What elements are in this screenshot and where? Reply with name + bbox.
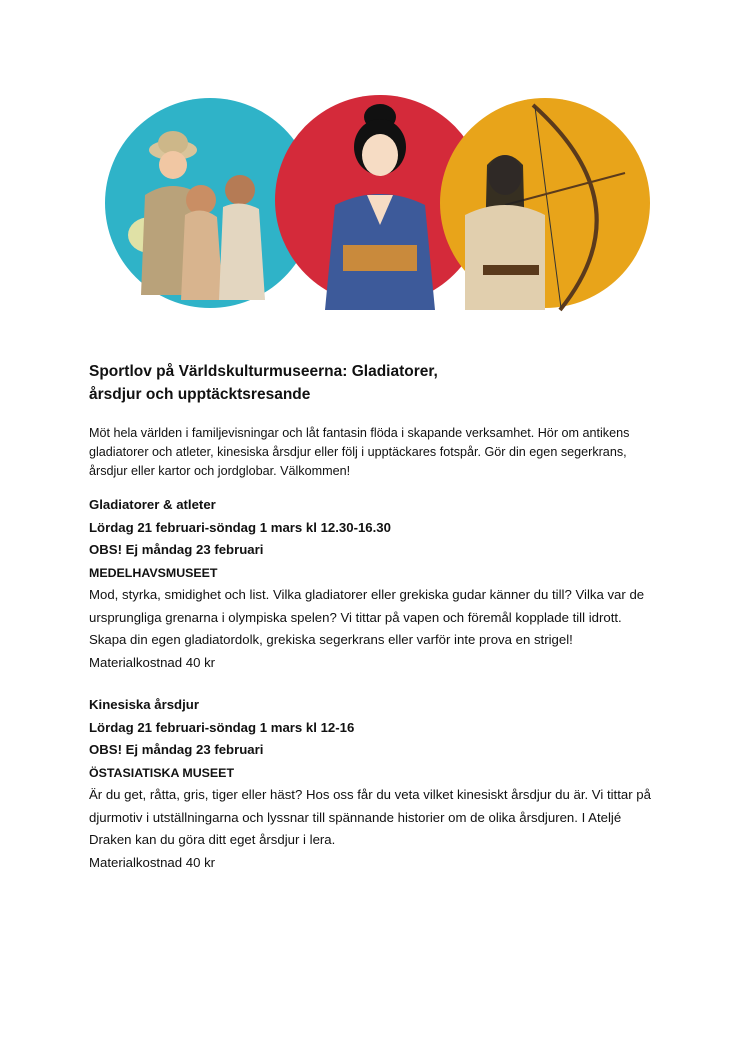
event-museum: ÖSTASIATISKA MUSEET — [89, 765, 235, 780]
title-line-1: Sportlov på Världskulturmuseerna: Gladiatorer, — [89, 363, 438, 380]
page-title — [89, 360, 659, 406]
hero-illustration — [105, 95, 655, 315]
event-gladiators — [89, 494, 659, 674]
event-description: Mod, styrka, smidighet och list. Vilka gladiatorer eller grekiska gudar känner du till? Vilka var de ursprungliga grenarna i olympiska spelen? Vi tittar på vapen och föremål kopplade till idrott. Skapa din egen gladiatordolk, grekiska segerkrans eller varför inte prova en strigel! — [89, 587, 645, 647]
article — [89, 360, 659, 894]
intro-paragraph: Möt hela världen i familjevisningar och låt fantasin flöda i skapande verksamhet. Hör om antikens gladiatorer och atleter, kinesiska årsdjur eller följ i upptäckares fotspår. Gör din egen segerkrans, årsdjur eller kartor och jordglobar. Välkommen! — [89, 426, 630, 478]
event-description: Är du get, råtta, gris, tiger eller häst? Hos oss får du veta vilket kinesiskt årsdjur du är. Vi tittar på djurmotiv i utställningarna och lyssnar till spännande historier om de olika årsdjuren. I Ateljé Draken kan du göra ditt eget årsdjur i lera. — [89, 787, 651, 847]
hero-circles — [105, 95, 655, 315]
event-dates: Lördag 21 februari-söndag 1 mars kl 12-16 — [89, 719, 355, 735]
event-note: OBS! Ej måndag 23 februari — [89, 542, 264, 557]
event-name: Kinesiska årsdjur — [89, 697, 199, 712]
event-dates: Lördag 21 februari-söndag 1 mars kl 12.30-16.30 — [89, 519, 391, 535]
title-line-2: årsdjur och upptäcktsresande — [89, 386, 311, 403]
event-zodiac — [89, 694, 659, 874]
event-name: Gladiatorer & atleter — [89, 497, 216, 512]
event-note: OBS! Ej måndag 23 februari — [89, 742, 264, 757]
event-cost: Materialkostnad 40 kr — [89, 854, 216, 870]
event-museum: MEDELHAVSMUSEET — [89, 565, 218, 580]
event-cost: Materialkostnad 40 kr — [89, 654, 216, 670]
